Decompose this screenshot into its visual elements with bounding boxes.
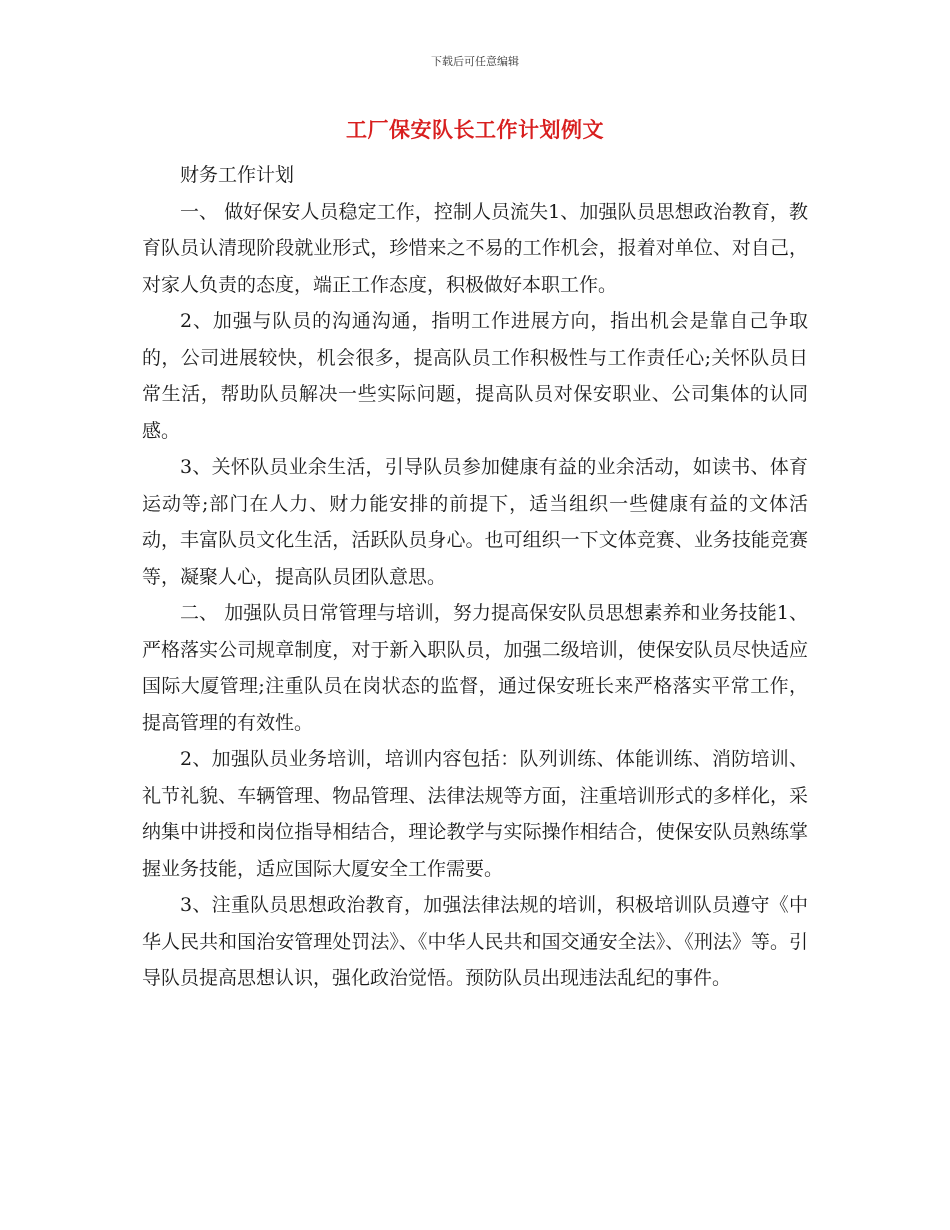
paragraph: 一、 做好保安人员稳定工作，控制人员流失1、加强队员思想政治教育，教育队员认清现阶段就业形式，珍惜来之不易的工作机会，报着对单位、对自己，对家人负责的态度，端正工作态度，积极做好本职工作。 xyxy=(142,200,808,296)
paragraph: 2、加强与队员的沟通沟通，指明工作进展方向，指出机会是靠自己争取的，公司进展较快，机会很多，提高队员工作积极性与工作责任心;关怀队员日常生活，帮助队员解决一些实际问题，提高队员对保安职业、公司集体的认同感。 xyxy=(142,310,808,442)
paragraph: 2、加强队员业务培训，培训内容包括：队列训练、体能训练、消防培训、礼节礼貌、车辆管理、物品管理、法律法规等方面，注重培训形式的多样化，采纳集中讲授和岗位指导相结合，理论教学与实际操作相结合，使保安队员熟练掌握业务技能，适应国际大厦安全工作需要。 xyxy=(142,748,808,880)
paragraph: 3、关怀队员业余生活，引导队员参加健康有益的业余活动，如读书、体育运动等;部门在人力、财力能安排的前提下，适当组织一些健康有益的文体活动，丰富队员文化生活，活跃队员身心。也可组织一下文体竞赛、业务技能竞赛等，凝聚人心，提高队员团队意思。 xyxy=(142,456,808,588)
paragraph: 3、注重队员思想政治教育，加强法律法规的培训，积极培训队员遵守《中华人民共和国治安管理处罚法》、《中华人民共和国交通安全法》、《刑法》等。引导队员提高思想认识，强化政治觉悟。预防队员出现违法乱纪的事件。 xyxy=(142,894,808,989)
header-note: 下载后可任意编辑 xyxy=(431,55,519,68)
document-body xyxy=(142,157,808,997)
paragraph: 二、 加强队员日常管理与培训，努力提高保安队员思想素养和业务技能1、严格落实公司规章制度，对于新入职队员，加强二级培训，使保安队员尽快适应国际大厦管理;注重队员在岗状态的监督，通过保安班长来严格落实平常工作，提高管理的有效性。 xyxy=(142,602,808,734)
document-title: 工厂保安队长工作计划例文 xyxy=(346,117,604,142)
section-heading: 财务工作计划 xyxy=(180,164,295,186)
